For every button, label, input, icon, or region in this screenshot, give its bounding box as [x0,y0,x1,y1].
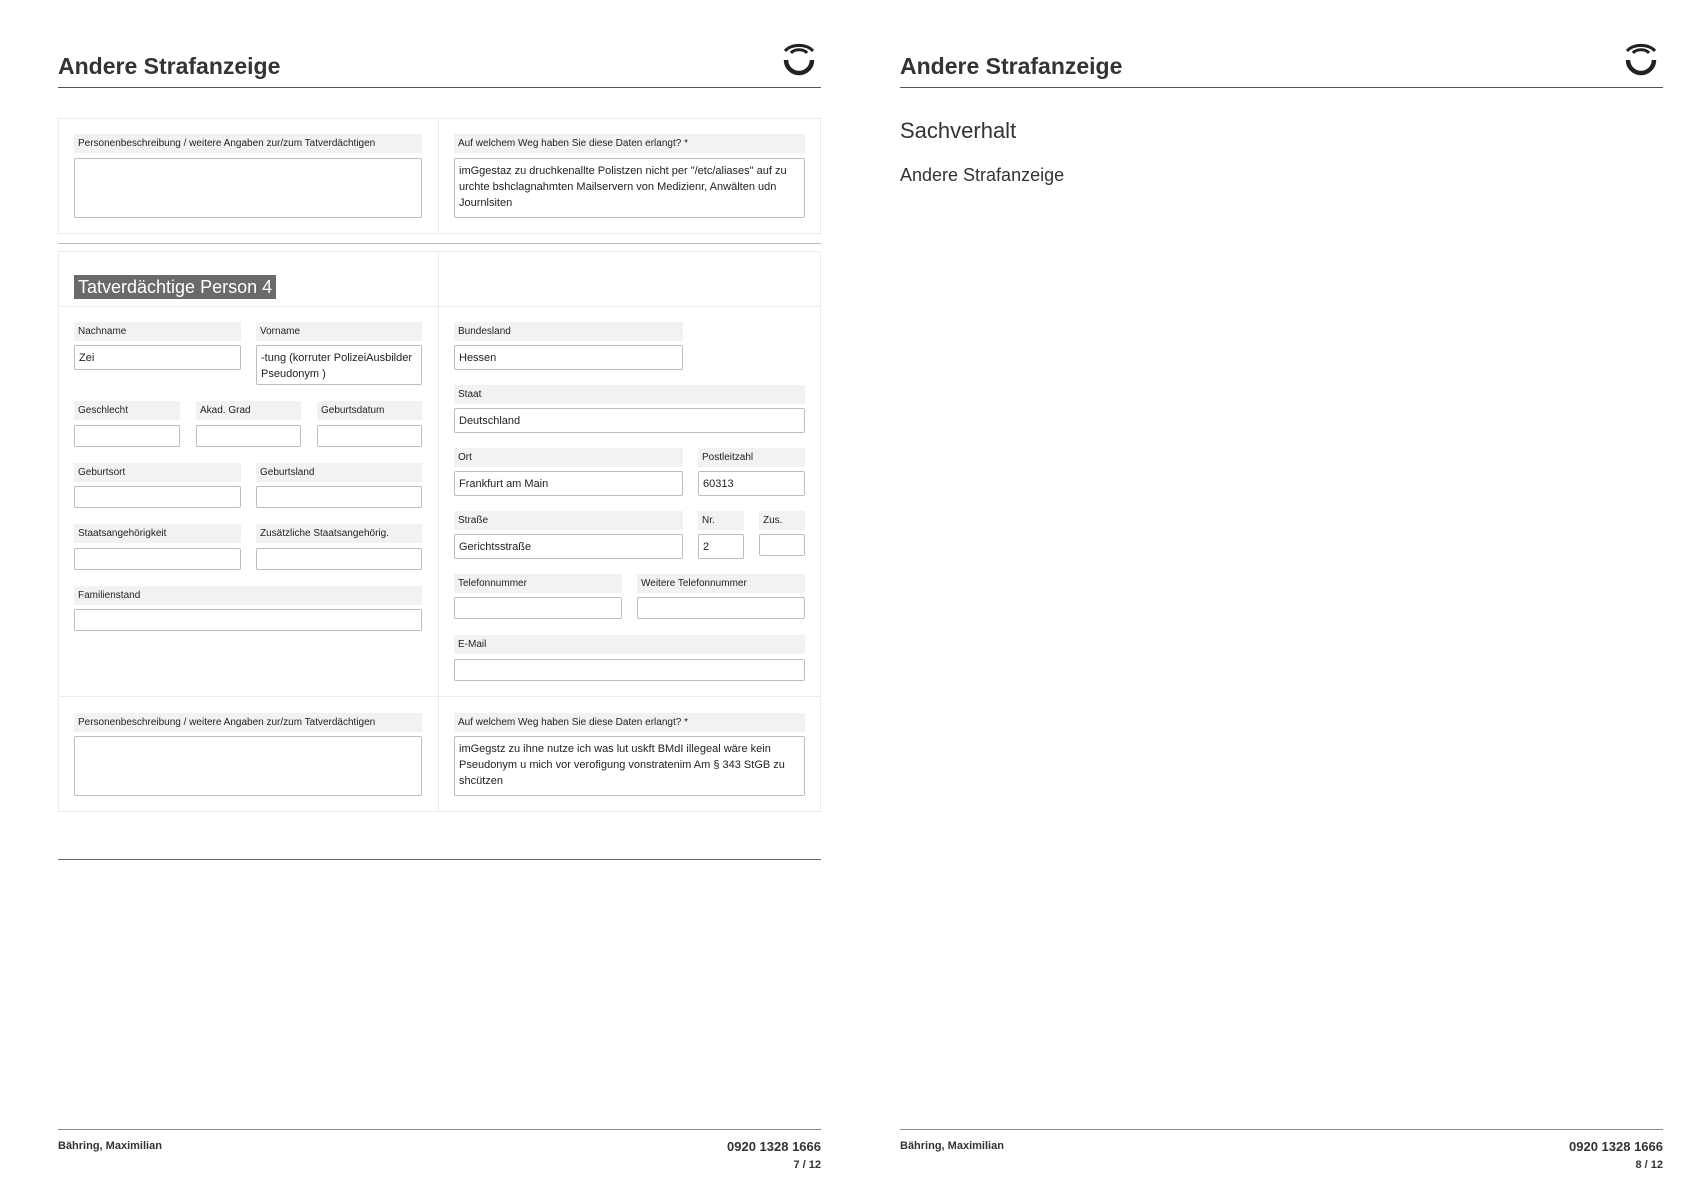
telefon-field[interactable] [454,597,622,619]
strasse-label: Straße [454,511,683,530]
geschlecht-label: Geschlecht [74,401,180,420]
familienstand-field[interactable] [74,609,422,631]
vorname-field[interactable]: -tung (korruter PolizeiAusbilder Pseudonym ) [256,345,422,385]
description-field[interactable] [74,158,422,218]
hausnummer-field[interactable]: 2 [698,534,744,559]
section-title: Tatverdächtige Person 4 [74,275,276,299]
staatsangehoerigkeit-label: Staatsangehörigkeit [74,524,241,543]
column-divider [438,118,439,234]
logo-icon [1623,38,1659,84]
zusatz-field[interactable] [759,534,805,556]
source-field[interactable]: imGgestaz zu druchkenallte Polistzen nicht per "/etc/aliases" auf zu urchte bshclagnahmten Mailservern von Medizienr, Anwälten udn Journlsiten [454,158,805,218]
nachname-field[interactable]: Zei [74,345,241,370]
description-field[interactable] [74,736,422,796]
row-divider [58,306,821,307]
vorname-label: Vorname [256,322,422,341]
familienstand-label: Familienstand [74,586,422,605]
footer-phone: 0920 1328 1666 [727,1139,821,1154]
geburtsort-field[interactable] [74,486,241,508]
logo-icon [781,38,817,84]
header-rule [900,87,1663,88]
ort-label: Ort [454,448,683,467]
footer-rule [58,1129,821,1130]
email-label: E-Mail [454,635,805,654]
bundesland-field[interactable]: Hessen [454,345,683,370]
zusatz-label: Zus. [759,511,805,530]
footer-name: Bähring, Maximilian [900,1140,1004,1152]
description-label: Personenbeschreibung / weitere Angaben zur/zum Tatverdächtigen [74,713,422,732]
staat-label: Staat [454,385,805,404]
geschlecht-field[interactable] [74,425,180,447]
page-title: Andere Strafanzeige [900,53,1123,79]
page-8 [842,0,1684,1191]
source-field[interactable]: imGegstz zu ihne nutze ich was lut uskft BMdI illegeal wäre kein Pseudonym u mich vor verofigung vonstratenim Am § 343 StGB zu shcützen [454,736,805,796]
weitere-telefon-field[interactable] [637,597,805,619]
ort-field[interactable]: Frankfurt am Main [454,471,683,496]
section-separator [58,859,821,860]
akad-grad-field[interactable] [196,425,301,447]
bundesland-label: Bundesland [454,322,683,341]
hausnummer-label: Nr. [698,511,744,530]
geburtsland-field[interactable] [256,486,422,508]
geburtsdatum-label: Geburtsdatum [317,401,422,420]
source-label: Auf welchem Weg haben Sie diese Daten erlangt? * [454,713,805,732]
source-label: Auf welchem Weg haben Sie diese Daten erlangt? * [454,134,805,153]
page-number: 8 / 12 [1635,1159,1663,1171]
geburtsort-label: Geburtsort [74,463,241,482]
strasse-field[interactable]: Gerichtsstraße [454,534,683,559]
akad-grad-label: Akad. Grad [196,401,301,420]
page-title: Andere Strafanzeige [58,53,281,79]
description-label: Personenbeschreibung / weitere Angaben zur/zum Tatverdächtigen [74,134,422,153]
geburtsland-label: Geburtsland [256,463,422,482]
row-divider [58,696,821,697]
header-rule [58,87,821,88]
footer-phone: 0920 1328 1666 [1569,1139,1663,1154]
email-field[interactable] [454,659,805,681]
zus-staatsangehoerigkeit-label: Zusätzliche Staatsangehörig. [256,524,422,543]
zus-staatsangehoerigkeit-field[interactable] [256,548,422,570]
telefon-label: Telefonnummer [454,574,622,593]
section-separator [58,243,821,244]
section-heading: Sachverhalt [900,118,1017,143]
column-divider [438,251,439,812]
footer-name: Bähring, Maximilian [58,1140,162,1152]
footer-rule [900,1129,1663,1130]
staatsangehoerigkeit-field[interactable] [74,548,241,570]
page-number: 7 / 12 [793,1159,821,1171]
postleitzahl-field[interactable]: 60313 [698,471,805,496]
weitere-telefon-label: Weitere Telefonnummer [637,574,805,593]
geburtsdatum-field[interactable] [317,425,422,447]
postleitzahl-label: Postleitzahl [698,448,805,467]
staat-field[interactable]: Deutschland [454,408,805,433]
nachname-label: Nachname [74,322,241,341]
section-subheading: Andere Strafanzeige [900,165,1065,185]
